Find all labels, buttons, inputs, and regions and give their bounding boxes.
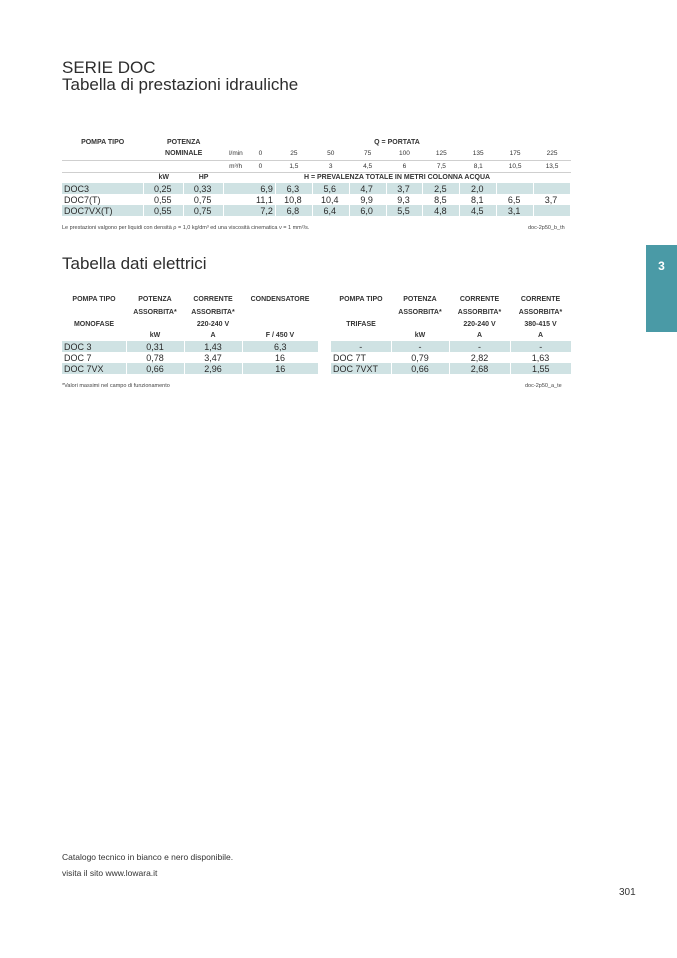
flow-m3h-cell: 8,1 (460, 160, 497, 172)
head-value (534, 183, 571, 194)
current-a: 1,43 (184, 341, 242, 352)
flow-lmin-cell: 225 (534, 148, 571, 160)
head-value: 2,5 (423, 183, 460, 194)
table-row (62, 341, 318, 352)
capacitor-f: 6,3 (242, 341, 318, 352)
hydraulic-note: Le prestazioni valgono per liquidi con densità ρ = 1,0 kg/dm³ ed una viscosità cinematica ν = 1 mm²/s. (62, 225, 310, 231)
footer-line-2[interactable]: visita il sito www.lowara.it (62, 868, 158, 878)
h-current-absorbed: ASSORBITA* (457, 308, 502, 316)
power-hp: 0,75 (184, 194, 224, 205)
flow-lmin-cell: 50 (312, 148, 349, 160)
power-kw: - (391, 341, 449, 352)
h-pump-type: POMPA TIPO (72, 296, 116, 303)
head-label: H = PREVALENZA TOTALE IN METRI COLONNA ACQUA (224, 172, 571, 183)
electric-section-title: Tabella dati elettrici (62, 254, 207, 273)
head-value: 8,1 (460, 194, 497, 205)
head-value: 3,7 (386, 183, 423, 194)
flow-m3h-cell: 0 (246, 160, 276, 172)
pump-name: DOC7(T) (62, 194, 144, 205)
power-kw: 0,31 (126, 341, 184, 352)
u-a: A (210, 332, 216, 339)
h-power-absorbed: ASSORBITA* (133, 308, 177, 316)
capacitor-f: 16 (242, 363, 318, 374)
head-value: 8,5 (423, 194, 460, 205)
u-a-2: A (537, 332, 544, 339)
electric-code: doc-2p50_a_te (525, 383, 562, 389)
h-pump-type: POMPA TIPO (339, 296, 383, 303)
table-row (331, 352, 571, 363)
power-kw: 0,66 (126, 363, 184, 374)
flow-m3h-cell: 1,5 (275, 160, 312, 172)
pump-name: DOC 7T (333, 352, 367, 363)
current-a: 2,68 (449, 363, 510, 374)
head-value: 4,5 (460, 205, 497, 216)
head-value: 3,1 (497, 205, 534, 216)
table-row (62, 352, 318, 363)
table-row (62, 194, 571, 205)
head-value: 10,4 (312, 194, 349, 205)
head-value: 5,6 (312, 183, 349, 194)
unit-m3h: m³/h (224, 160, 246, 172)
h-current-absorbed-2: ASSORBITA* (518, 308, 563, 316)
current-a-2: - (510, 341, 571, 352)
head-value: 6,3 (275, 183, 312, 194)
h-voltage-2: 380-415 V (524, 320, 557, 328)
page-subtitle: Tabella di prestazioni idrauliche (62, 75, 299, 94)
pump-name: DOC 3 (62, 341, 126, 352)
flow-lmin-cell: 75 (349, 148, 386, 160)
flow-m3h-cell: 10,5 (497, 160, 534, 172)
unit-hp: HP (184, 172, 224, 183)
flow-lmin-cell: 25 (275, 148, 312, 160)
table-row (62, 183, 571, 194)
head-value: 6,9 (224, 183, 276, 194)
head-value: 3,7 (534, 194, 571, 205)
current-a-2: 1,63 (531, 352, 550, 363)
flow-m3h-cell: 6 (386, 160, 423, 172)
u-f: F / 450 V (265, 332, 295, 339)
h-three-phase: TRIFASE (346, 320, 376, 328)
page-number: 301 (619, 887, 636, 898)
pump-name: DOC7VX(T) (62, 205, 144, 216)
head-value: 6,0 (349, 205, 386, 216)
head-value: 6,4 (312, 205, 349, 216)
power-kw: 0,55 (144, 205, 184, 216)
power-kw: 0,66 (391, 363, 449, 374)
flow-lmin-cell: 125 (423, 148, 460, 160)
h-current: CORRENTE (459, 296, 500, 303)
table-row (331, 363, 571, 374)
head-value: 10,8 (275, 194, 312, 205)
h-current: CORRENTE (193, 296, 233, 303)
chapter-tab[interactable]: 3 (646, 245, 677, 332)
h-voltage: 220-240 V (196, 320, 230, 328)
table-row (331, 341, 571, 352)
current-a: - (449, 341, 510, 352)
head-value: 4,7 (349, 183, 386, 194)
series-title: SERIE DOC (62, 58, 156, 77)
u-kw: kW (414, 332, 426, 339)
capacitor-f: 16 (274, 352, 285, 363)
electric-note: *Valori massimi nel campo di funzionamento (62, 383, 170, 389)
footer-line-1: Catalogo tecnico in bianco e nero disponibile. (62, 852, 234, 862)
power-hp: 0,75 (184, 205, 224, 216)
flow-lmin-cell: 135 (460, 148, 497, 160)
hydraulic-performance-table (62, 136, 571, 216)
flow-m3h-cell: 4,5 (349, 160, 386, 172)
u-a: A (476, 332, 483, 339)
pump-name: - (331, 341, 391, 352)
flow-lmin-cell: 0 (246, 148, 276, 160)
col-flow: Q = PORTATA (224, 136, 571, 148)
pump-name: DOC 7VX (62, 363, 126, 374)
head-value: 6,8 (275, 205, 312, 216)
head-value: 9,9 (349, 194, 386, 205)
head-value: 5,5 (386, 205, 423, 216)
electric-tri-table (331, 293, 571, 374)
h-power-absorbed: ASSORBITA* (398, 308, 442, 316)
flow-lmin-cell: 175 (497, 148, 534, 160)
flow-m3h-cell: 3 (312, 160, 349, 172)
unit-lmin: l/min (224, 148, 246, 160)
h-power: POTENZA (403, 296, 437, 303)
pump-name: DOC 7 (64, 352, 92, 363)
current-a: 2,82 (470, 352, 489, 363)
table-row (62, 363, 318, 374)
flow-m3h-cell: 13,5 (534, 160, 571, 172)
u-kw: kW (149, 332, 161, 339)
electric-mono-table (62, 293, 318, 374)
head-value: 11,1 (224, 194, 276, 205)
power-kw: 0,79 (411, 352, 429, 363)
flow-m3h-cell: 7,5 (423, 160, 460, 172)
col-power-nominal: NOMINALE (144, 148, 224, 160)
power-kw: 0,78 (146, 352, 164, 363)
table-row (62, 205, 571, 216)
power-kw: 0,25 (144, 183, 184, 194)
head-value (534, 205, 571, 216)
head-value: 6,5 (497, 194, 534, 205)
head-value (497, 183, 534, 194)
h-capacitor: CONDENSATORE (250, 296, 310, 303)
h-power: POTENZA (138, 296, 172, 303)
power-kw: 0,55 (144, 194, 184, 205)
hydraulic-code: doc-2p50_b_th (528, 225, 565, 231)
flow-lmin-cell: 100 (386, 148, 423, 160)
current-a: 2,96 (184, 363, 242, 374)
power-hp: 0,33 (184, 183, 224, 194)
h-voltage: 220-240 V (463, 320, 496, 328)
current-a-2: 1,55 (510, 363, 571, 374)
head-value: 2,0 (460, 183, 497, 194)
col-pump-type: POMPA TIPO (62, 136, 144, 148)
head-value: 4,8 (423, 205, 460, 216)
h-current-absorbed: ASSORBITA* (191, 308, 235, 316)
unit-kw: kW (144, 172, 184, 183)
pump-name: DOC3 (62, 183, 144, 194)
h-single-phase: MONOFASE (73, 320, 115, 328)
current-a: 3,47 (204, 352, 222, 363)
head-value: 7,2 (224, 205, 276, 216)
pump-name: DOC 7VXT (331, 363, 391, 374)
col-power: POTENZA (144, 136, 224, 148)
head-value: 9,3 (386, 194, 423, 205)
h-current-2: CORRENTE (520, 296, 561, 303)
